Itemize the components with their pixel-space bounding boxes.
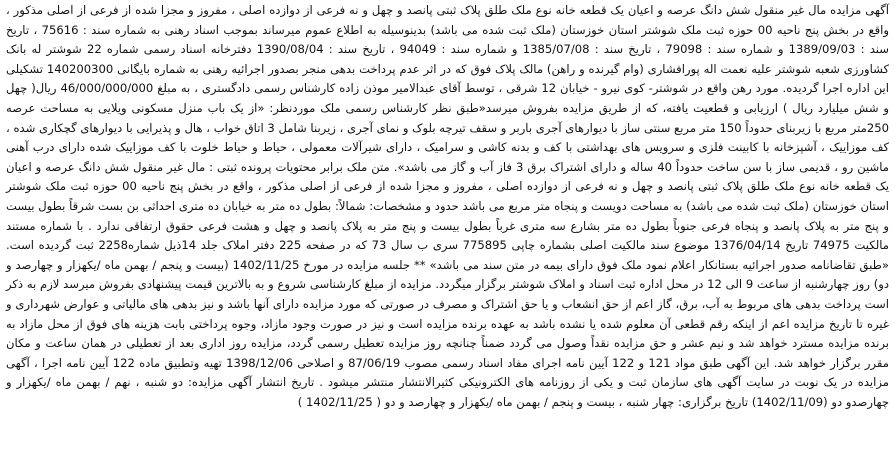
auction-notice-text: آگهی مزایده مال غیر منقول شش دانگ عرصه و اعیان یک قطعه خانه نوع ملک طلق پلاک ثبتی پانصد و چهل و نه فرعی از دوازده اصلی ، مفروز و مجزا شده از فرعی از اصلی مذکور ، واقع در بخش پنج ناحیه 00 حوزه ثبت ملک شوشتر استان خوزستان (ملک ثبت شده می باشد) بدینوسیله به اطلاع عموم میرساند بموجب اسناد رهنی به شماره سند : 75616 ، تاریخ سند : 1389/09/03 و شماره سند : 79098 ، تاریخ سند : 1385/07/08 و شماره سند : 94049 ، تاریخ سند : 1390/08/04 دفترخانه اسناد رسمی شماره 22 شوشتر له بانک کشاورزی شعبه شوشتر علیه نعمت اله پورافشاری (وام گیرنده و راهن) مالک پلاک فوق که در اثر عدم پرداخت بدهی منجر بصدور اجرائیه رهنی به شماره بایگانی 140200300 تشکیلی این اداره اجرا گردیده. مورد رهن واقع در شوشتر- کوی نیرو - خیابان 12 شرقی ، توسط آقای عبدالامیر موذن زاده کارشناس رسمی دادگستری ، به مبلغ 46/000/000/000 ریال( چهل و شش میلیارد ریال ) ارزیابی و قطعیت یافته، که از طریق مزایده بفروش میرسد«طبق نظر کارشناس رسمی ملک موردنظر: «از یک باب منزل مسکونی ویلایی به مساحت عرصه 250متر مربع با زیربنای حدوداً 150 متر مربع سنتی ساز با دیوارهای آجری باربر و سقف تیرچه بلوک و نمای آجری ، زیربنا شامل 3 اتاق خواب ، هال و پذیرایی با دیوارهای گچکاری شده ، کف موزاییک ، آشپزخانه با کابینت فلزی و سرویس های بهداشتی با کف و بدنه کاشی و سرامیک ، دارای شیرآلات معمولی ، حیاط و حیاط خلوت با کف موزاییک شده دارای درب آهنی ماشین رو ، قدیمی ساز با سن ساخت حدوداً 40 ساله و دارای اشتراک برق 3 فاز آب و گاز می باشد». متن ملک برابر محتویات پرونده ثبتی : مال غیر منقول شش دانگ عرصه و اعیان یک قطعه خانه نوع ملک طلق پلاک ثبتی پانصد و چهل و نه فرعی از دوازده اصلی ، مفروز و مجزا شده از فرعی از اصلی مذکور ، واقع در بخش پنج ناحیه 00 حوزه ثبت ملک شوشتر استان خوزستان (ملک ثبت شده می باشد) به مساحت دویست و پنجاه متر مربع می باشد حدود و مشخصات: شمالاً: بطول ده متر به خیابان ده متری احداثی بن بست شرقاً بطول بیست و پنج متر به پلاک پانصد و پنجاه فرعی جنوباً بطول ده متر بشارع سه متری غرباً بطول بیست و پنج متر به پلاک پانصد و چهل و هشت فرعی حقوق ارتفاقی ندارد . با شماره مستند مالکیت 74975 تاریخ 1376/04/14 موضوع سند مالکیت اصلی بشماره چاپی 775895 سری ب سال 73 که در صفحه 225 دفتر املاک جلد 14ذیل شماره2258 ثبت گردیده است. «طبق تقاضانامه صدور اجرائیه بستانکار اعلام نمود ملک فوق دارای بیمه در متن سند می باشد» ** جلسه مزایده در مورخ 1402/11/25 (بیست و پنجم / بهمن ماه /یکهزار و چهارصد و دو) روز چهارشنبه از ساعت 9 الی 12 در محل اداره ثبت اسناد و املاک شوشتر برگزار میگردد. مزایده از مبلغ کارشناسی شروع و به بالاترین قیمت پیشنهادی بفروش میرسد لازم به ذکر است پرداخت بدهی های مربوط به آب، برق، گاز اعم از حق انشعاب و یا حق اشتراک و مصرف در صورتی که مورد مزایده دارای آنها باشد و نیز بدهی های مالیاتی و عوارض شهرداری و غیره تا تاریخ مزایده اعم از اینکه رقم قطعی آن معلوم شده یا نشده باشد به عهده برنده مزایده است و نیز در صورت وجود مازاد، وجوه پرداختی بابت هزینه های فوق از محل مازاد به برنده مزایده مسترد خواهد شد و نیم عشر و حق مزایده نقداً وصول می گردد ضمناً چنانچه روز مزایده تعطیل رسمی گردد، مزایده روز اداری بعد از تعطیلی در همان ساعت و مکان مقرر برگزار خواهد شد. این آگهی طبق مواد 121 و 122 آیین نامه اجرای مفاد اسناد رسمی مصوب 87/06/19 و اصلاحی 1398/12/06 تهیه وتطبیق ماده 122 آیین نامه اجرا ، آگهی مزایده در یک نوبت در سایت آگهی های سازمان ثبت و یکی از روزنامه های الکترونیکی کثیرالانتشار منتشر میشود . تاریخ انتشار آگهی مزایده: دو شنبه ، نهم / بهمن ماه /یکهزار و چهارصدو دو (1402/11/09) تاریخ برگزاری: چهار شنبه ، بیست و پنجم / بهمن ماه /یکهزار و چهارصد و دو ( 1402/11/25 ): [6, 3, 890, 409]
